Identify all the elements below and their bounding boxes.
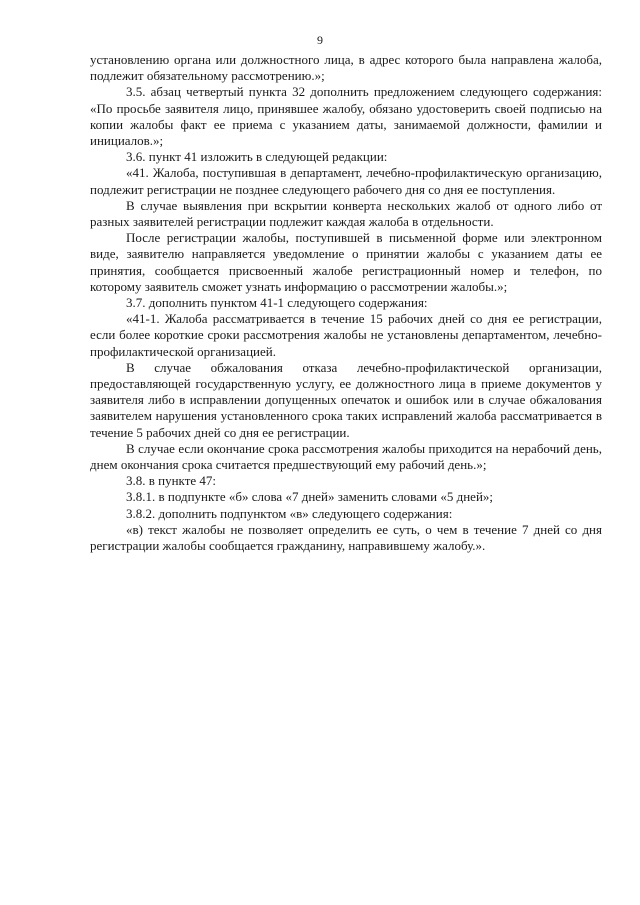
paragraph: 3.8.1. в подпункте «б» слова «7 дней» заменить словами «5 дней»; bbox=[126, 489, 494, 505]
paragraph: «41-1. Жалоба рассматривается в течение 15 рабочих дней со дня ее регистрации, если более короткие сроки рассмотрения жалобы не установлены департаментом, лечебно-профилактической организацией. bbox=[90, 311, 602, 359]
paragraph: В случае обжалования отказа лечебно-профилактической организации, предоставляющей государственную услугу, ее должностного лица в приеме документов у заявителя либо в исправлении допущенных опечаток и ошибок или в случае обжалования заявителем нарушения установленного срока таких исправлений жалоба рассматривается в течение 5 рабочих дней со дня ее регистрации. bbox=[90, 359, 602, 440]
paragraph: установлению органа или должностного лица, в адрес которого была направлена жалоба, подлежит обязательному рассмотрению.»; bbox=[90, 52, 602, 84]
paragraph: В случае если окончание срока рассмотрения жалобы приходится на нерабочий день, днем окончания срока считается предшествующий ему рабочий день.»; bbox=[90, 440, 602, 473]
document-body bbox=[90, 52, 602, 554]
paragraph: 3.8.2. дополнить подпунктом «в» следующего содержания: bbox=[126, 505, 453, 521]
paragraph: В случае выявления при вскрытии конверта нескольких жалоб от одного либо от разных заявителей регистрации подлежит каждая жалоба в отдельности. bbox=[90, 197, 602, 230]
paragraph: «в) текст жалобы не позволяет определить ее суть, о чем в течение 7 дней со дня регистрации жалобы сообщается гражданину, направившему жалобу.». bbox=[90, 521, 602, 554]
paragraph: После регистрации жалобы, поступившей в письменной форме или электронном виде, заявителю направляется уведомление о принятии жалобы с указанием даты ее принятия, сообщается присвоенный жалобе регистрационный номер и телефон, по которому заявитель сможет узнать информацию о рассмотрении жалобы.»; bbox=[90, 230, 602, 294]
paragraph: 3.8. в пункте 47: bbox=[126, 473, 217, 489]
page-number: 9 bbox=[317, 33, 323, 47]
paragraph: 3.6. пункт 41 изложить в следующей редакции: bbox=[126, 149, 388, 165]
paragraph: «41. Жалоба, поступившая в департамент, лечебно-профилактическую организацию, подлежит регистрации не позднее следующего рабочего дня со дня ее поступления. bbox=[90, 165, 602, 197]
paragraph: 3.5. абзац четвертый пункта 32 дополнить предложением следующего содержания: «По просьбе заявителя лицо, принявшее жалобу, обязано удостоверить своей подписью на копии жалобы факт ее приема с указанием даты, занимаемой должности, фамилии и инициалов.»; bbox=[90, 84, 602, 149]
paragraph: 3.7. дополнить пунктом 41-1 следующего содержания: bbox=[126, 295, 428, 311]
